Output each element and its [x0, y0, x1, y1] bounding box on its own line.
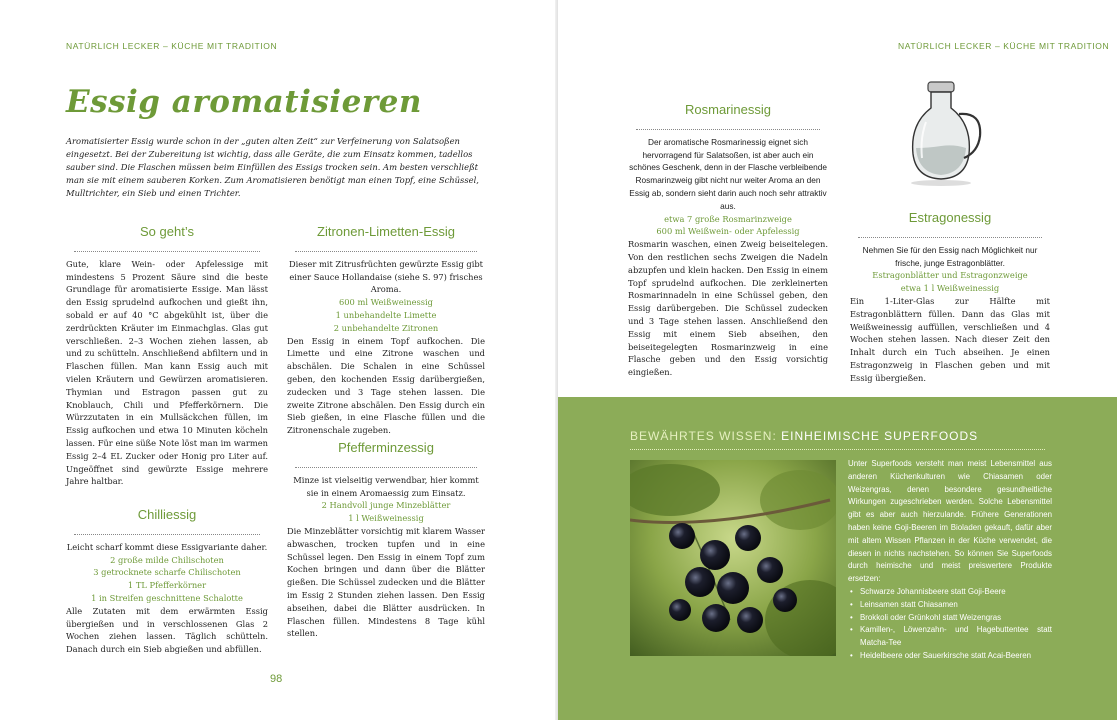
info-box-divider [630, 449, 1045, 450]
info-box-body: Unter Superfoods versteht man meist Lebensmittel aus anderen Küchenkulturen wie Chiasamen oder Weizengras, denen besondere gesundheitliche Wirkungen zugeschrieben werden. Solche Lebensmittel gibt es aber auch hierzulande. Frühere Generationen haben keine Goji-Beeren im Bioladen gekauft, dafür aber mit altem Wissen Pflanzen in der Küche verwendet, die diesen in nichts nachstehen. So können Sie Superfoods durch heimische und meist preiswertere Produkte ersetzen: [848, 459, 1052, 584]
section-intro: Der aromatische Rosmarinessig eignet sich hervorragend für Salatsoßen, ist aber auch ein schönes Geschenk, denn in der Flasche verbleibende Rosmarinzweig gibt nicht nur weiter Aroma an den Essig ab, sondern sieht darin auch noch sehr attraktiv aus. [629, 136, 827, 211]
section-body: Rosmarin waschen, einen Zweig beiseitelegen. Von den restlichen sechs Zweigen die Nadeln abzupfen und klein hacken. Den Essig in einem Topf sprudelnd aufkochen. Die zerkleinerten Rosmarinnadeln in eine Schüssel geben, den Essig darübergeben. Die Schüssel zudecken und 3 Tage stehen lassen. Anschließend den Essig mit einem Sieb abseihen, den beiseitegelegten Rosmarinzweig in eine Flasche geben und den Essig vorsichtig eingießen. [628, 239, 828, 378]
info-box-title [630, 429, 978, 443]
vinegar-bottle-illustration [896, 78, 986, 188]
section-divider [74, 242, 260, 252]
ingredient: 1 l Weißweinessig [348, 513, 424, 524]
ingredient: 1 in Streifen geschnittene Schalotte [91, 592, 243, 603]
section-rosmarinessig [628, 104, 828, 379]
section-pfefferminzessig [287, 442, 485, 640]
section-so-gehts [66, 226, 268, 488]
section-intro: Minze ist vielseitig verwendbar, hier kommt sie in einem Aromaessig zum Einsatz. [293, 474, 479, 498]
section-title: Estragonessig [908, 210, 992, 225]
list-item: • Leinsamen statt Chiasamen [848, 599, 1052, 612]
info-box-text [848, 458, 1052, 663]
info-box-superfoods [558, 397, 1117, 720]
section-divider [858, 228, 1042, 238]
section-chilliessig [66, 509, 268, 656]
list-item: • Brokkoli oder Grünkohl statt Weizengras [848, 612, 1052, 625]
ingredient: 3 getrocknete scharfe Chilischoten [93, 567, 241, 578]
ingredient: etwa 7 große Rosmarinzweige [664, 213, 792, 224]
section-intro: Leicht scharf kommt diese Essigvariante daher. [66, 541, 268, 552]
section-divider [636, 120, 820, 130]
list-item: • Kamillen-, Löwenzahn- und Hagebuttentee statt Matcha-Tee [848, 624, 1052, 650]
running-head-right: NATÜRLICH LECKER – KÜCHE MIT TRADITION [898, 41, 1110, 51]
info-box-title-main: EINHEIMISCHE SUPERFOODS [781, 429, 979, 443]
section-title: Rosmarinessig [685, 102, 771, 117]
section-body: Gute, klare Wein- oder Apfelessige mit mindestens 5 Prozent Säure sind die beste Grundlage für aromatisierte Essige. Man lässt den Essig sprudelnd aufkochen und gießt ihn, sobald er auf 40 °C abgekühlt ist, über die zerdrückten Kräuter im Einmachglas. Glas gut verschließen. 2–3 Wochen ziehen lassen, ab und zu schütteln. Anschließend abfiltern und in Flaschen füllen. Man kann Essig auch mit vielen Kräutern und Gewürzen aromatisieren. Thymian und Estragon passen gut zu Knoblauch, Chili und Pfefferkörnern. Die Würzzutaten in ein Mullsäckchen füllen, im Essig aufkochen und etwa 10 Minuten köcheln lassen. Für eine süße Note löst man im warmen Essig 2–4 EL Zucker oder Honig pro Liter auf. Ungeöffnet sind gewürzte Essige mehrere Jahre haltbar. [66, 258, 268, 487]
left-page [0, 0, 558, 720]
section-title: Zitronen-Limetten-Essig [317, 224, 455, 239]
page-number: 98 [270, 673, 283, 685]
section-body: Die Minzeblätter vorsichtig mit klarem Wasser abwaschen, trocken tupfen und in eine Schüssel legen. Den Essig in einem Topf zum Kochen bringen und dann über die Blätter gießen. Die Schüssel zudecken und die Blätter im Essig 2 Stunden ziehen lassen. Den Essig abseihen, dabei die Blätter ausdrücken. In Flaschen füllen. Mindestens 8 Tage kühl stellen. [287, 525, 485, 639]
section-divider [295, 242, 477, 252]
section-title: Pfefferminzessig [338, 440, 434, 455]
bottle-cork [928, 82, 954, 92]
ingredient: Estragonblätter und Estragonzweige [872, 270, 1028, 281]
section-body: Alle Zutaten mit dem erwärmten Essig übergießen und in verschlossenen Glas 2 Wochen ziehen lassen. Täglich schütteln. Danach durch ein Sieb abgießen und abfüllen. [66, 605, 268, 655]
section-body: Ein 1-Liter-Glas zur Hälfte mit Estragonblättern füllen. Dann das Glas mit Weißweinessig auffüllen, verschließen und 4 Wochen stehen lassen. Nach dieser Zeit den Inhalt durch ein Tuch abseihen. Je einen Estragonzweig in Flaschen geben und mit Essig übergießen. [850, 295, 1050, 383]
intro-paragraph: Aromatisierter Essig wurde schon in der „guten alten Zeit“ zur Verfeinerung von Salatsoßen eingesetzt. Bei der Zubereitung ist wichtig, dass alle Geräte, die zum Einsatz kommen, tadellos sauber sind. Die Flaschen müssen beim Einfüllen des Essigs trocken sein. Am besten verschließt man sie mit einem sauberen Korken. Zum Aromatisieren benötigt man einen Topf, eine Schüssel, Mulltrichter, ein Sieb und einen Trichter. [66, 136, 479, 198]
list-item: • Heidelbeere oder Sauerkirsche statt Acai-Beeren [848, 650, 1052, 663]
section-intro: Nehmen Sie für den Essig nach Möglichkeit nur frische, junge Estragonblätter. [862, 244, 1038, 268]
ingredient: 600 ml Weißwein- oder Apfelessig [656, 226, 800, 237]
list-item: • Schwarze Johannisbeere statt Goji-Beere [848, 586, 1052, 599]
ingredient: 600 ml Weißweinessig [339, 297, 433, 308]
ingredient: 1 unbehandelte Limette [335, 309, 437, 320]
section-divider [295, 458, 477, 468]
ingredient: 1 TL Pfefferkörner [127, 580, 207, 591]
ingredient: 2 unbehandelte Zitronen [333, 322, 439, 333]
bottle-shadow [911, 180, 971, 186]
section-body: Den Essig in einem Topf aufkochen. Die Limette und eine Zitrone waschen und abschälen. Die Schalen in eine Schüssel geben, den kochenden Essig darübergießen, zudecken und 3 Tage stehen lassen. Die zweite Zitrone abschälen. Den Essig durch ein Sieb gießen, in eine Flasche füllen und die Zitronenschale zugeben. [287, 335, 485, 436]
section-title: Chilliessig [137, 507, 197, 522]
page-title: Essig aromatisieren [66, 84, 422, 120]
ingredient: etwa 1 l Weißweinessig [900, 283, 1000, 294]
section-zitronen-limetten-essig [287, 226, 485, 437]
superfood-list [848, 586, 1052, 663]
ingredient: 2 Handvoll junge Minzeblätter [321, 500, 451, 511]
section-title: So geht’s [140, 224, 194, 239]
section-divider [74, 525, 260, 535]
info-box-title-prefix: BEWÄHRTES WISSEN: [630, 429, 777, 443]
blackcurrant-photo [630, 460, 836, 656]
section-intro: Dieser mit Zitrusfrüchten gewürzte Essig gibt einer Sauce Hollandaise (siehe S. 97) frisches Aroma. [288, 258, 484, 295]
running-head-left: NATÜRLICH LECKER – KÜCHE MIT TRADITION [66, 41, 278, 51]
section-estragonessig [850, 212, 1050, 385]
ingredient: 2 große milde Chilischoten [110, 554, 224, 565]
